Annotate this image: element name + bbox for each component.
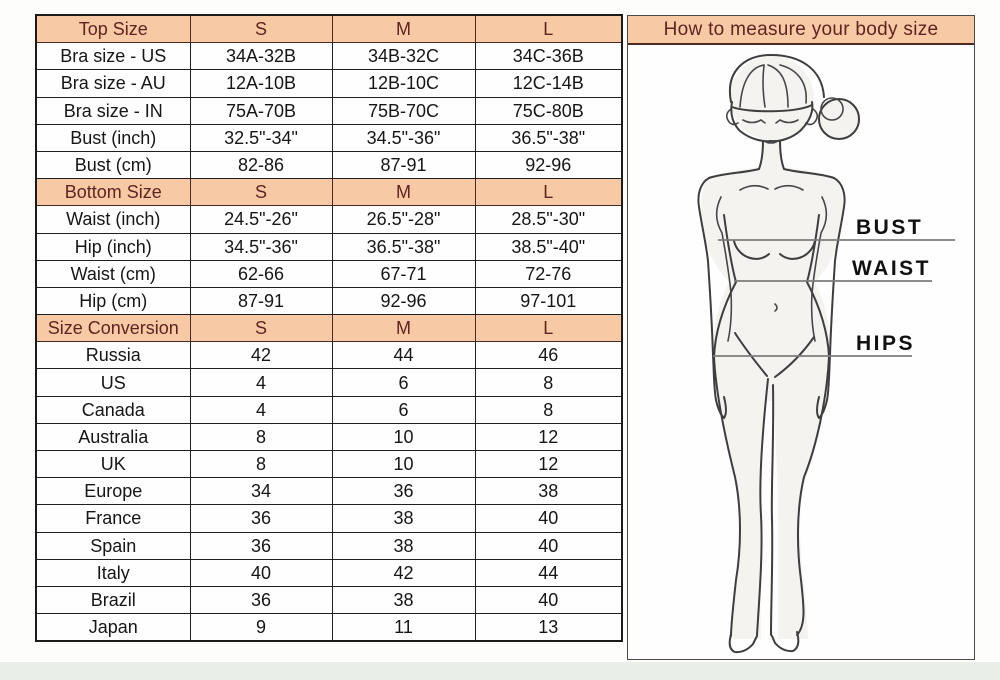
row-value: 24.5"-26"	[190, 206, 332, 233]
table-row	[36, 43, 622, 70]
row-value: 4	[190, 369, 332, 396]
row-value: 8	[475, 396, 622, 423]
section-header-label: Top Size	[36, 15, 190, 43]
row-value: 92-96	[475, 151, 622, 178]
table-row	[36, 586, 622, 613]
table-row	[36, 342, 622, 369]
section-header-size: S	[190, 179, 332, 206]
row-label: Japan	[36, 614, 190, 642]
section-header-row	[36, 315, 622, 342]
row-label: Bra size - AU	[36, 70, 190, 97]
row-value: 32.5"-34"	[190, 124, 332, 151]
row-value: 12	[475, 423, 622, 450]
row-value: 10	[332, 423, 475, 450]
section-header-size: L	[475, 315, 622, 342]
row-value: 75B-70C	[332, 97, 475, 124]
row-value: 34C-36B	[475, 43, 622, 70]
row-value: 26.5"-28"	[332, 206, 475, 233]
hips-label: HIPS	[856, 332, 916, 355]
table-row	[36, 451, 622, 478]
row-value: 38	[475, 478, 622, 505]
row-value: 36.5"-38"	[332, 233, 475, 260]
table-row	[36, 369, 622, 396]
table-row	[36, 396, 622, 423]
row-value: 11	[332, 614, 475, 642]
row-value: 42	[332, 559, 475, 586]
row-value: 8	[475, 369, 622, 396]
size-chart-table	[35, 14, 623, 642]
section-header-label: Bottom Size	[36, 179, 190, 206]
row-value: 10	[332, 451, 475, 478]
row-value: 38	[332, 505, 475, 532]
row-value: 34.5"-36"	[332, 124, 475, 151]
row-label: Brazil	[36, 586, 190, 613]
row-value: 44	[475, 559, 622, 586]
section-header-size: S	[190, 15, 332, 43]
table-row	[36, 614, 622, 642]
row-value: 62-66	[190, 260, 332, 287]
row-value: 12A-10B	[190, 70, 332, 97]
row-value: 36.5"-38"	[475, 124, 622, 151]
table-row	[36, 559, 622, 586]
row-value: 8	[190, 451, 332, 478]
table-row	[36, 505, 622, 532]
measure-panel	[627, 15, 975, 660]
row-value: 97-101	[475, 287, 622, 314]
row-value: 8	[190, 423, 332, 450]
row-value: 75A-70B	[190, 97, 332, 124]
row-label: Waist (inch)	[36, 206, 190, 233]
row-value: 87-91	[332, 151, 475, 178]
waist-label: WAIST	[852, 257, 931, 280]
row-value: 87-91	[190, 287, 332, 314]
row-value: 34.5"-36"	[190, 233, 332, 260]
row-label: Bra size - IN	[36, 97, 190, 124]
row-value: 6	[332, 396, 475, 423]
section-header-size: L	[475, 179, 622, 206]
row-value: 34B-32C	[332, 43, 475, 70]
row-value: 12C-14B	[475, 70, 622, 97]
table-row	[36, 287, 622, 314]
table-row	[36, 532, 622, 559]
bust-label: BUST	[856, 216, 924, 239]
row-label: Italy	[36, 559, 190, 586]
section-header-size: S	[190, 315, 332, 342]
table-row	[36, 97, 622, 124]
row-label: US	[36, 369, 190, 396]
table-row	[36, 233, 622, 260]
footer-strip	[0, 662, 1000, 680]
table-row	[36, 124, 622, 151]
table-row	[36, 423, 622, 450]
row-value: 9	[190, 614, 332, 642]
row-value: 36	[190, 586, 332, 613]
row-label: Hip (cm)	[36, 287, 190, 314]
table-row	[36, 70, 622, 97]
section-header-size: L	[475, 15, 622, 43]
row-label: France	[36, 505, 190, 532]
section-header-row	[36, 15, 622, 43]
table-row	[36, 206, 622, 233]
row-label: Europe	[36, 478, 190, 505]
row-label: Waist (cm)	[36, 260, 190, 287]
row-value: 40	[475, 586, 622, 613]
row-value: 12	[475, 451, 622, 478]
row-value: 92-96	[332, 287, 475, 314]
row-value: 82-86	[190, 151, 332, 178]
row-value: 36	[190, 505, 332, 532]
section-header-size: M	[332, 179, 475, 206]
row-label: Bra size - US	[36, 43, 190, 70]
row-value: 44	[332, 342, 475, 369]
row-label: UK	[36, 451, 190, 478]
section-header-size: M	[332, 15, 475, 43]
row-label: Hip (inch)	[36, 233, 190, 260]
row-value: 34A-32B	[190, 43, 332, 70]
row-value: 38	[332, 586, 475, 613]
section-header-row	[36, 179, 622, 206]
row-value: 13	[475, 614, 622, 642]
row-value: 36	[332, 478, 475, 505]
row-value: 40	[475, 505, 622, 532]
row-value: 38.5"-40"	[475, 233, 622, 260]
figure-leg-inner	[771, 385, 773, 635]
table-row	[36, 260, 622, 287]
row-label: Australia	[36, 423, 190, 450]
row-label: Bust (inch)	[36, 124, 190, 151]
row-value: 40	[190, 559, 332, 586]
row-value: 28.5"-30"	[475, 206, 622, 233]
size-chart-tbody	[36, 15, 622, 641]
section-header-size: M	[332, 315, 475, 342]
row-value: 6	[332, 369, 475, 396]
measure-panel-body	[628, 45, 974, 659]
row-value: 42	[190, 342, 332, 369]
row-value: 40	[475, 532, 622, 559]
row-value: 4	[190, 396, 332, 423]
row-value: 67-71	[332, 260, 475, 287]
body-figure-illustration	[628, 45, 974, 659]
row-label: Russia	[36, 342, 190, 369]
section-header-label: Size Conversion	[36, 315, 190, 342]
row-value: 72-76	[475, 260, 622, 287]
table-row	[36, 151, 622, 178]
row-value: 75C-80B	[475, 97, 622, 124]
row-label: Canada	[36, 396, 190, 423]
row-value: 38	[332, 532, 475, 559]
row-value: 36	[190, 532, 332, 559]
row-value: 46	[475, 342, 622, 369]
measure-panel-title: How to measure your body size	[628, 16, 974, 45]
row-value: 34	[190, 478, 332, 505]
row-value: 12B-10C	[332, 70, 475, 97]
table-row	[36, 478, 622, 505]
row-label: Bust (cm)	[36, 151, 190, 178]
row-label: Spain	[36, 532, 190, 559]
